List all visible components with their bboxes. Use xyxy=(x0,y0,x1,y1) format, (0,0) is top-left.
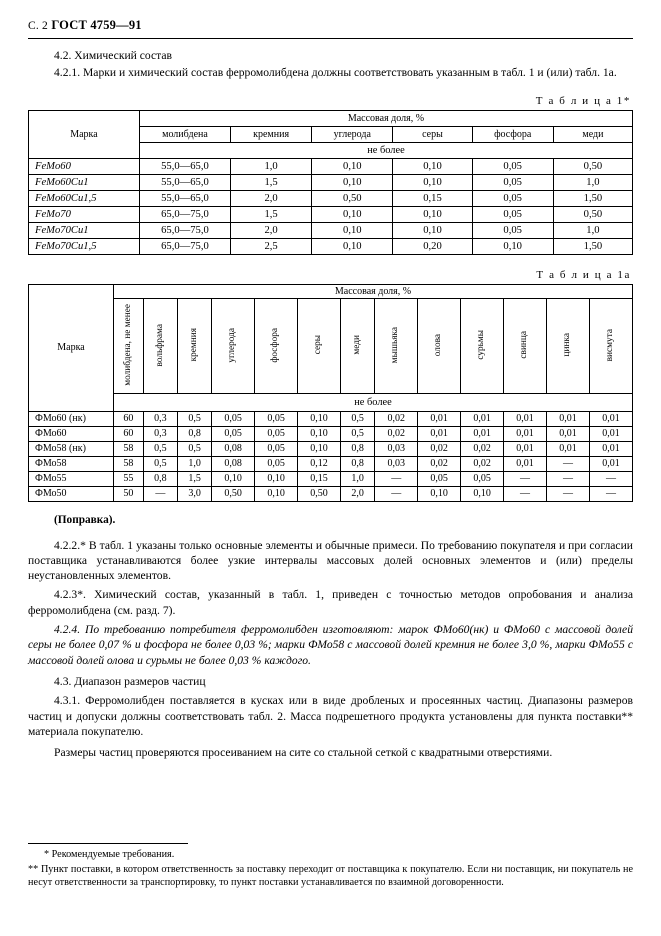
table1a-marka: ФМо58 xyxy=(29,456,114,471)
table1a-col-surma xyxy=(461,298,504,393)
table1a-col-med xyxy=(341,298,375,393)
table1a-cell: 1,5 xyxy=(177,471,211,486)
table1a-col-label: серы xyxy=(313,335,324,355)
table-row xyxy=(29,190,633,206)
table1a-cell: 0,5 xyxy=(341,411,375,426)
table1a-cell: 55 xyxy=(114,471,144,486)
footnote-2: ** Пункт поставки, в котором ответственность за поставку переходит от поставщика к покупателю. Если ни поставщик, ни покупатель не несут ответственности за транспортировку, то пункт поставки устанавливается по взаимной договоренности. xyxy=(28,863,633,888)
table1a-cell: 0,10 xyxy=(255,471,298,486)
table1a-cell: 0,05 xyxy=(461,471,504,486)
footnote-divider xyxy=(28,843,188,844)
table1a-col-volfram xyxy=(143,298,177,393)
table-row xyxy=(29,426,633,441)
table-row xyxy=(29,206,633,222)
footnote-1: * Рекомендуемые требования. xyxy=(44,849,175,861)
table1-cell: 2,0 xyxy=(231,190,312,206)
table1-cell: 2,0 xyxy=(231,222,312,238)
table1a-cell: 0,10 xyxy=(298,441,341,456)
standard-designation: ГОСТ 4759—91 xyxy=(51,18,142,32)
table1a-cell: — xyxy=(589,471,632,486)
table1-cell: 0,10 xyxy=(312,174,393,190)
table-row xyxy=(29,456,633,471)
table1-cell: 1,0 xyxy=(231,158,312,174)
section-4-2-heading: 4.2. Химический состав xyxy=(54,49,172,62)
table1a-cell: 0,15 xyxy=(298,471,341,486)
table1a-cell: 0,01 xyxy=(418,426,461,441)
table1a-marka: ФМо58 (нк) xyxy=(29,441,114,456)
table1a-cell: 0,3 xyxy=(143,411,177,426)
table1a-cell: 0,01 xyxy=(589,426,632,441)
table1a-caption: Т а б л и ц а 1а xyxy=(536,268,631,281)
table1a-cell: 0,05 xyxy=(418,471,461,486)
table1a-col-label: вольфрама xyxy=(154,323,165,367)
table-row xyxy=(29,486,633,501)
table1a-cell: 1,0 xyxy=(341,471,375,486)
table1-cell: 0,50 xyxy=(553,206,632,222)
footnotes xyxy=(28,843,633,890)
table1a-cell: 0,01 xyxy=(504,411,547,426)
table1-cell: 1,5 xyxy=(231,206,312,222)
table1a-cell: 0,10 xyxy=(418,486,461,501)
table1-cell: 1,5 xyxy=(231,174,312,190)
table-row xyxy=(29,222,633,238)
table1-cell: 1,0 xyxy=(553,222,632,238)
table1-cell: 55,0—65,0 xyxy=(139,190,230,206)
table1a-col-label: олова xyxy=(433,333,444,357)
table1-cell: 0,10 xyxy=(472,238,553,254)
table1a-cell: 0,10 xyxy=(461,486,504,501)
table1a-cell: 0,01 xyxy=(461,411,504,426)
table1-cell: 0,15 xyxy=(393,190,472,206)
table-row xyxy=(29,238,633,254)
table1a-cell: 0,8 xyxy=(341,456,375,471)
table1a-cell: 0,10 xyxy=(255,486,298,501)
table-row xyxy=(29,284,633,298)
table1a-cell: 0,01 xyxy=(461,426,504,441)
table1a-cell: 0,01 xyxy=(589,411,632,426)
table1a-col-label: сурьмы xyxy=(476,330,487,360)
table1a-cell: — xyxy=(547,456,590,471)
table1a-col-kremniy xyxy=(177,298,211,393)
table1-cell: 0,05 xyxy=(472,190,553,206)
table-row xyxy=(29,298,633,393)
table1a-col-myshyak xyxy=(375,298,418,393)
table1a-cell: 0,01 xyxy=(589,456,632,471)
table1a-marka: ФМо50 xyxy=(29,486,114,501)
table1-cell: 0,10 xyxy=(312,238,393,254)
table1a-cell: 58 xyxy=(114,456,144,471)
table1a-cell: 0,50 xyxy=(212,486,255,501)
table1-marka: FeMo70Cu1,5 xyxy=(29,238,140,254)
table-row xyxy=(29,174,633,190)
table1a-cell: — xyxy=(375,486,418,501)
table1-cell: 65,0—75,0 xyxy=(139,222,230,238)
table1a-cell: — xyxy=(143,486,177,501)
table1a-cell: 0,05 xyxy=(255,441,298,456)
table1-cell: 0,05 xyxy=(472,174,553,190)
table1a-cell: 0,10 xyxy=(298,411,341,426)
table1-cell: 55,0—65,0 xyxy=(139,174,230,190)
table1-cell: 0,05 xyxy=(472,206,553,222)
table1a-cell: — xyxy=(504,471,547,486)
table1a-header-marka: Марка xyxy=(29,284,114,411)
table1a-nomore-label: не более xyxy=(114,393,633,411)
table1-col-fosfor: фосфора xyxy=(472,126,553,142)
table1a-marka: ФМо60 (нк) xyxy=(29,411,114,426)
table1a-cell: 0,12 xyxy=(298,456,341,471)
table1-cell: 0,10 xyxy=(393,222,472,238)
table1a-cell: 0,5 xyxy=(341,426,375,441)
table1a-cell: 0,01 xyxy=(547,441,590,456)
table1a-col-label: углерода xyxy=(227,327,238,363)
table1-cell: 0,10 xyxy=(312,158,393,174)
table1a-cell: 0,3 xyxy=(143,426,177,441)
table1a-cell: 0,5 xyxy=(177,411,211,426)
table1a-cell: 0,05 xyxy=(255,411,298,426)
table1a-col-uglerod xyxy=(212,298,255,393)
table1a-cell: 0,08 xyxy=(212,456,255,471)
table1a-col-label: мышьяка xyxy=(390,326,401,364)
table1-cell: 0,10 xyxy=(312,222,393,238)
table1-nomore-label: не более xyxy=(139,142,632,158)
table1a-col-label: меди xyxy=(351,335,362,355)
table1a-marka: ФМо60 xyxy=(29,426,114,441)
table1-cell: 0,50 xyxy=(312,190,393,206)
table1a-col-svinec xyxy=(504,298,547,393)
section-4-3-1-text-b: Размеры частиц проверяются просеиванием на сите со стальной сеткой с квадратными отверстиями. xyxy=(54,746,553,760)
table1a-cell: 0,05 xyxy=(212,426,255,441)
table1a-cell: 0,10 xyxy=(212,471,255,486)
table1-col-sera: серы xyxy=(393,126,472,142)
table1a-cell: 0,5 xyxy=(177,441,211,456)
table1a-cell: 0,01 xyxy=(589,441,632,456)
table1a-cell: — xyxy=(589,486,632,501)
table1a-cell: — xyxy=(547,486,590,501)
table1a-cell: 2,0 xyxy=(341,486,375,501)
page-header xyxy=(28,18,633,33)
table1-col-med: меди xyxy=(553,126,632,142)
table-row xyxy=(29,471,633,486)
table1a-cell: 0,02 xyxy=(418,456,461,471)
table1-cell: 0,10 xyxy=(393,158,472,174)
popravka-note: (Поправка). xyxy=(54,513,116,526)
section-4-2-4-text: 4.2.4. По требованию потребителя ферромолибден изготовляют: марок ФМо60(нк) и ФМо60 с массовой долей серы не более 0,07 % и фосфора не более 0,03 %; марки ФМо58 с массовой долей кремния не более 3,0 %, марки ФМо55 с массовой долей олова и сурьмы не более 0,03 % каждого. xyxy=(28,623,633,667)
table1-cell: 65,0—75,0 xyxy=(139,238,230,254)
table-chemical-composition-1a xyxy=(28,284,633,502)
table1a-col-olovo xyxy=(418,298,461,393)
table1a-cell: 0,03 xyxy=(375,456,418,471)
table1-marka: FeMo60 xyxy=(29,158,140,174)
header-divider xyxy=(28,38,633,39)
table1a-cell: 0,8 xyxy=(341,441,375,456)
section-4-3-1-text: 4.3.1. Ферромолибден поставляется в кусках или в виде дробленых и просеянных частиц. Диапазоны размеров частиц и допуски должны соответствовать табл. 2. Масса подрешетного продукта установлены для пункта поставки** материала покупателю. xyxy=(28,694,633,738)
table1a-cell: 0,05 xyxy=(255,456,298,471)
table1-caption: Т а б л и ц а 1* xyxy=(535,94,631,107)
table1-col-molibden: молибдена xyxy=(139,126,230,142)
table1-cell: 0,05 xyxy=(472,158,553,174)
table1-col-uglerod: углерода xyxy=(312,126,393,142)
table1a-cell: 0,01 xyxy=(504,426,547,441)
table1a-col-label: фосфора xyxy=(270,327,281,363)
table1-cell: 0,10 xyxy=(312,206,393,222)
table1a-col-label: молибдена, не менее xyxy=(122,304,133,386)
table1a-cell: 0,01 xyxy=(504,456,547,471)
table1-cell: 1,50 xyxy=(553,190,632,206)
table-row xyxy=(29,441,633,456)
page-number: С. 2 xyxy=(28,20,48,32)
table1a-cell: — xyxy=(547,471,590,486)
table1a-col-vismut xyxy=(589,298,632,393)
table1a-cell: 0,01 xyxy=(504,441,547,456)
section-4-2-1-text: 4.2.1. Марки и химический состав ферромолибдена должны соответствовать указанным в табл. 1 и (или) табл. 1а. xyxy=(54,66,617,80)
table1a-cell: 0,02 xyxy=(375,411,418,426)
table1a-cell: 60 xyxy=(114,426,144,441)
table1a-cell: 58 xyxy=(114,441,144,456)
table1-header-group: Массовая доля, % xyxy=(139,110,632,126)
table1a-cell: 50 xyxy=(114,486,144,501)
document-body xyxy=(28,48,633,762)
table1a-col-label: висмута xyxy=(605,328,616,362)
table1-header-marka: Марка xyxy=(29,110,140,158)
table1a-cell: 1,0 xyxy=(177,456,211,471)
table1-marka: FeMo70 xyxy=(29,206,140,222)
table1a-cell: 0,5 xyxy=(143,456,177,471)
table1-cell: 2,5 xyxy=(231,238,312,254)
table1a-col-label: кремния xyxy=(188,328,199,362)
table1a-cell: 0,02 xyxy=(461,441,504,456)
section-4-2-3-text: 4.2.3*. Химический состав, указанный в табл. 1, приведен с точностью методов опробования и анализа ферромолибдена (см. разд. 7). xyxy=(28,588,633,617)
table1a-cell: 0,08 xyxy=(212,441,255,456)
table1a-cell: 0,10 xyxy=(298,426,341,441)
table1a-cell: 0,50 xyxy=(298,486,341,501)
table1-cell: 0,05 xyxy=(472,222,553,238)
table1a-col-molibden xyxy=(114,298,144,393)
table1a-cell: 0,02 xyxy=(375,426,418,441)
table1a-col-label: свинца xyxy=(519,331,530,359)
table1-cell: 0,10 xyxy=(393,206,472,222)
table-row xyxy=(29,110,633,126)
table1-marka: FeMo60Cu1 xyxy=(29,174,140,190)
table1a-cell: 0,02 xyxy=(418,441,461,456)
table1a-cell: 60 xyxy=(114,411,144,426)
table-row xyxy=(29,158,633,174)
table1-marka: FeMo60Cu1,5 xyxy=(29,190,140,206)
table1a-cell: 3,0 xyxy=(177,486,211,501)
table1a-cell: 0,8 xyxy=(177,426,211,441)
table1a-cell: — xyxy=(375,471,418,486)
table1-cell: 1,50 xyxy=(553,238,632,254)
table1-cell: 55,0—65,0 xyxy=(139,158,230,174)
table1a-cell: 0,02 xyxy=(461,456,504,471)
table1-cell: 65,0—75,0 xyxy=(139,206,230,222)
table-row xyxy=(29,411,633,426)
table1a-col-sera xyxy=(298,298,341,393)
table-chemical-composition-1 xyxy=(28,110,633,255)
table1a-col-label: цинка xyxy=(562,333,573,357)
table1-cell: 0,50 xyxy=(553,158,632,174)
table1a-header-group: Массовая доля, % xyxy=(114,284,633,298)
table1a-cell: 0,01 xyxy=(547,426,590,441)
table1a-col-fosfor xyxy=(255,298,298,393)
table1-cell: 1,0 xyxy=(553,174,632,190)
table1a-cell: 0,01 xyxy=(547,411,590,426)
table1a-cell: 0,03 xyxy=(375,441,418,456)
section-4-3-heading: 4.3. Диапазон размеров частиц xyxy=(54,674,206,688)
section-4-2-2-text: 4.2.2.* В табл. 1 указаны только основные элементы и обычные примеси. По требованию покупателя и при согласии поставщика устанавливаются более узкие интервалы массовых долей основных элементов и (или) пределы неустановленных элементов. xyxy=(28,538,633,583)
table1-cell: 0,10 xyxy=(393,174,472,190)
table1-marka: FeMo70Cu1 xyxy=(29,222,140,238)
table1-col-kremniy: кремния xyxy=(231,126,312,142)
table1a-cell: 0,8 xyxy=(143,471,177,486)
table-row xyxy=(29,393,633,411)
table1a-cell: 0,5 xyxy=(143,441,177,456)
table1a-cell: 0,05 xyxy=(212,411,255,426)
table1a-col-cink xyxy=(547,298,590,393)
table1a-cell: 0,05 xyxy=(255,426,298,441)
table1a-cell: — xyxy=(504,486,547,501)
table1a-marka: ФМо55 xyxy=(29,471,114,486)
table1-cell: 0,20 xyxy=(393,238,472,254)
table1a-cell: 0,01 xyxy=(418,411,461,426)
